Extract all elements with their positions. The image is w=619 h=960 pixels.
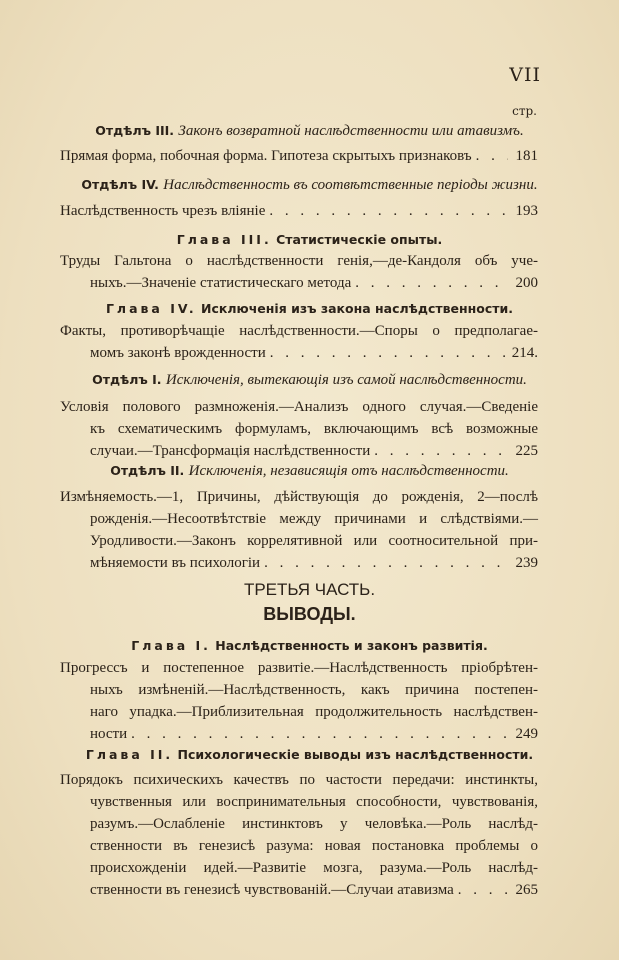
chapter-title: Статистическіе опыты.: [276, 232, 443, 247]
section-heading: [0, 372, 619, 389]
entry-line: Труды Гальтона о наслѣдственности генія,—де-Кандоля объ уче-: [60, 253, 538, 269]
entry-line: Уродливости.—Законъ коррелятивной или соотносительной при-: [90, 533, 538, 549]
entry-line: Наслѣдственность чрезъ вліяніе: [60, 203, 266, 219]
toc-entry: [60, 657, 538, 745]
entry-page: 265: [515, 882, 538, 898]
entry-line: ныхъ.—Значеніе статистическаго метода: [90, 275, 352, 291]
chapter-title: Наслѣдственность и законъ развитія.: [215, 638, 488, 653]
section-title: Исключенія, вытекающія изъ самой наслѣдственности.: [165, 372, 527, 388]
entry-line: ности: [90, 726, 128, 742]
chapter-heading: [0, 301, 619, 316]
entry-page: 200: [515, 275, 538, 291]
entry-line: ственности въ генезисѣ чувствованій.—Случаи атавизма: [90, 882, 454, 898]
chapter-title: Психологическіе выводы изъ наслѣдственности.: [177, 747, 534, 762]
part-title: ТРЕТЬЯ ЧАСТЬ.: [243, 580, 376, 599]
section-label: Отдѣлъ II.: [110, 463, 185, 478]
entry-line: случаи.—Трансформація наслѣдственности: [90, 443, 371, 459]
entry-line: Факты, противорѣчащіе наслѣдственности.—Споры о предполагае-: [60, 323, 538, 339]
entry-line: разумъ.—Ослабленіе инстинктовъ у человѣка.—Роль наслѣд-: [90, 816, 538, 832]
entry-line: мѣняемости въ психологіи: [90, 555, 261, 571]
entry-page: 239: [515, 555, 538, 571]
entry-line: къ схематическимъ формуламъ, включающимъ всѣ возможные: [90, 421, 538, 437]
section-label: Отдѣлъ III.: [95, 123, 175, 138]
toc-entry: [60, 250, 538, 294]
entry-line: наго упадка.—Приблизительная продолжительность наслѣдствен-: [90, 704, 538, 720]
toc-entry: [60, 396, 538, 462]
toc-entry: [60, 769, 538, 901]
entry-line: чувственныя или воспринимательныя способности, чувствованія,: [90, 794, 538, 810]
section-label: Отдѣлъ I.: [92, 372, 162, 387]
entry-page: 181: [515, 148, 538, 164]
entry-line: рожденія.—Несоотвѣтствіе между причинами и слѣдствіями.—: [90, 511, 538, 527]
chapter-heading: [0, 747, 619, 762]
chapter-heading: [0, 232, 619, 247]
section-label: Отдѣлъ IV.: [81, 177, 159, 192]
toc-entry: [60, 320, 538, 364]
page-column-label: стр.: [512, 104, 537, 118]
entry-line: Прямая форма, побочная форма. Гипотеза скрытыхъ признаковъ: [60, 148, 472, 164]
toc-entry: [60, 145, 538, 167]
entry-line: момъ законѣ врожденности: [90, 345, 266, 361]
entry-page: 193: [515, 203, 538, 219]
section-heading: [0, 123, 619, 140]
section-title: Исключенія, независящія отъ наслѣдственности.: [188, 463, 509, 479]
entry-line: ственности въ генезисѣ разума: новая постановка проблемы о: [90, 838, 538, 854]
entry-line: Прогрессъ и постепенное развитіе.—Наслѣдственность пріобрѣтен-: [60, 660, 538, 676]
entry-line: ныхъ измѣненій.—Наслѣдственность, какъ причина постепен-: [90, 682, 538, 698]
conclusions-title: ВЫВОДЫ.: [263, 604, 356, 624]
entry-line: Измѣняемость.—1, Причины, дѣйствующія до рожденія, 2—послѣ: [60, 489, 538, 505]
toc-entry: [60, 486, 538, 574]
section-heading: [0, 177, 619, 194]
chapter-label: Глава IV.: [105, 301, 197, 316]
entry-page: 225: [515, 443, 538, 459]
section-heading: [0, 463, 619, 480]
section-title: Наслѣдственность въ соотвѣтственные періоды жизни.: [163, 177, 538, 193]
toc-entry: [60, 200, 538, 222]
entry-line: происхожденіи идей.—Развитіе мозга, разума.—Роль наслѣд-: [90, 860, 538, 876]
section-title: Законъ возвратной наслѣдственности или атавизмъ.: [178, 123, 524, 139]
entry-line: Условія полового размноженія.—Анализъ одного случая.—Сведеніе: [60, 399, 538, 415]
page-number: VII: [509, 64, 541, 86]
entry-line: Порядокъ психическихъ качествъ по частости передачи: инстинкты,: [60, 772, 538, 788]
chapter-label: Глава I.: [131, 638, 211, 653]
chapter-heading: [0, 638, 619, 653]
entry-page: 249: [515, 726, 538, 742]
entry-page: 214.: [511, 345, 538, 361]
chapter-label: Глава II.: [85, 747, 174, 762]
chapter-title: Исключенія изъ закона наслѣдственности.: [201, 301, 514, 316]
chapter-label: Глава III.: [176, 232, 272, 247]
